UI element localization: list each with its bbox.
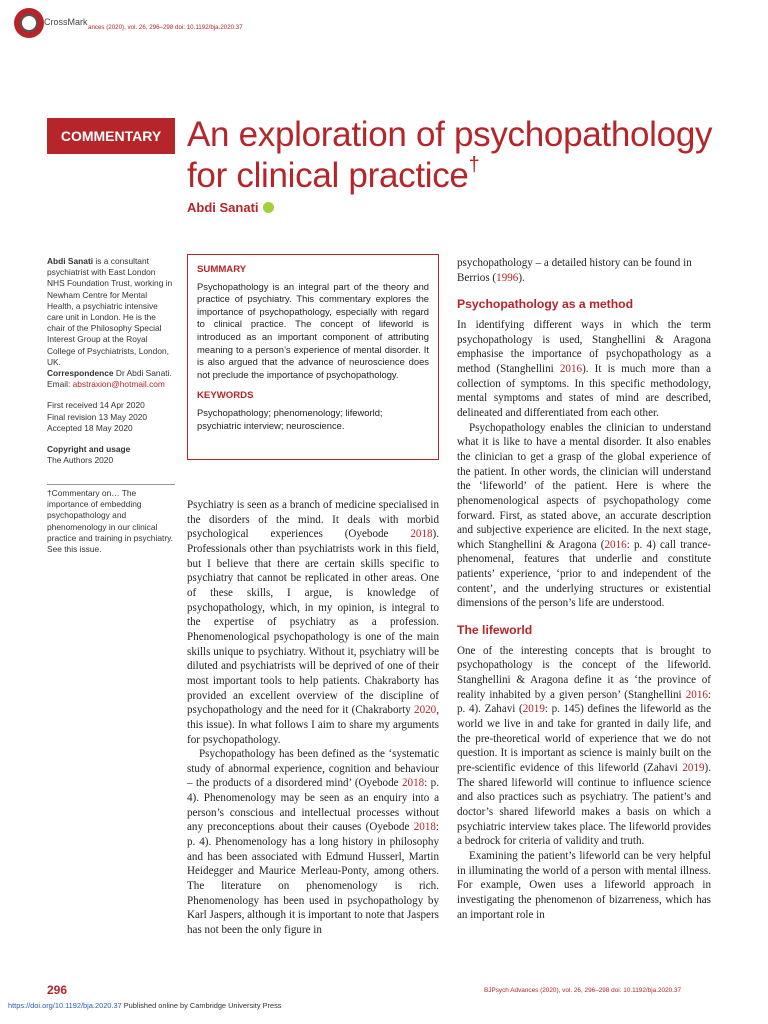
author-name[interactable]: Abdi Sanati — [187, 200, 259, 215]
author-info-column — [47, 256, 175, 466]
date-accepted: Accepted 18 May 2020 — [47, 422, 133, 433]
body-column-left — [187, 498, 439, 938]
body-column-right — [457, 256, 711, 922]
doi-link[interactable]: https://doi.org/10.1192/bja.2020.37 — [8, 1001, 122, 1010]
body-paragraph: Psychopathology enables the clinician to understand what it is like to have a mental disorder. It also enables the clinician to get a grasp of the global experience of the patient. In other words, the clinician will understand the ‘lifeworld’ of the patient. Here is where the phenomenological aspects of psychopathology come forward. First, as stated above, an accurate description and subjective experience are elicited. In the next stage, which Stanghellini & Aragona (2016: p. 4) call trance-phenomenal, features that underlie and constitute patients’ experience, ‘prior to and independent of the content’, and the underlying structures or existential dimensions of the person’s life are understood. — [457, 421, 711, 610]
running-head: ances (2020), vol. 26, 296–298 doi: 10.1192/bja.2020.37 — [88, 24, 243, 31]
body-paragraph: Psychopathology has been defined as the ‘systematic study of abnormal experience, cognition and behaviour – the products of a disordered mind’ (Oyebode 2018: p. 4). Phenomenology may be seen as an enquiry into a person’s conscious and intellectual processes without any preconceptions about their causes (Oyebode 2018: p. 4). Phenomenology has a long history in philosophy and has been associated with Edmund Husserl, Martin Heidegger and Maurice Merleau-Ponty, among others. The literature on phenomenology is rich. Phenomenology has been used in psychopathology by Karl Jaspers, although it is important to note that Jaspers has not been the only figure in — [187, 748, 439, 937]
summary-box — [187, 254, 439, 460]
article-type-badge: COMMENTARY — [47, 118, 175, 154]
citation-link[interactable]: 2019 — [522, 703, 545, 716]
email-link[interactable]: abstraxion@hotmail.com — [72, 379, 165, 390]
published-note: Published online by Cambridge University Press — [121, 1001, 282, 1010]
keywords-text: Psychopathology; phenomenology; lifeworld; psychiatric interview; neuroscience. — [197, 406, 383, 431]
summary-text: Psychopathology is an integral part of the theory and practice of psychiatry. This commentary explores the importance of psychopathology, especially with regard to clinical practice. The concept of lifeworld is introduced as an important component of attributing meaning to a person’s experience of mental disorder. It is also argued that the advance of neuroscience does not preclude the importance of psychopathology. — [197, 280, 429, 380]
body-paragraph: Psychiatry is seen as a branch of medicine specialised in the disorders of the mind. It deals with morbid psychological experiences (Oyebode 2018). Professionals other than psychiatrists work in this field, but I believe that there are certain skills specific to psychiatry that cannot be replicated in other areas. One of these skills, I argue, is knowledge of psychopathology, which, in my opinion, is integral to the expertise of psychiatry as a profession. Phenomenological psychopathology is one of the main skills unique to psychiatry. Without it, psychiatry will be diluted and psychiatrists will be deprived of one of their most important tools to help patients. Chakraborty has provided an excellent overview of the discipline of psychopathology and the need for it (Chakraborty 2020, this issue). In what follows I aim to share my arguments for psychopathology. — [187, 499, 439, 746]
citation-link[interactable]: 2016 — [559, 362, 583, 375]
citation-link[interactable]: 2020 — [414, 704, 437, 717]
citation-link[interactable]: 2018 — [410, 528, 433, 541]
footnote-divider — [47, 484, 175, 485]
date-revised: Final revision 13 May 2020 — [47, 411, 148, 422]
footer-doi-line — [8, 1001, 281, 1010]
bio-author-name: Abdi Sanati — [47, 256, 94, 266]
citation-link[interactable]: 2016 — [685, 688, 708, 701]
copyright-label: Copyright and usage — [47, 444, 131, 455]
author-bio: Abdi Sanati is a consultant psychiatrist with East London NHS Foundation Trust, working in Newham Centre for Mental Health, a psychiatric intensive care unit in London. He is the chair of the Philosophy Special Interest Group at the Royal College of Psychiatrists, London, UK. Correspondence Dr Abdi Sanati. Email: abstraxion@hotmail.com — [47, 256, 173, 390]
copyright-text: The Authors 2020 — [47, 455, 114, 466]
page-number: 296 — [47, 983, 68, 997]
section-heading-method: Psychopathology as a method — [457, 297, 634, 312]
summary-heading: SUMMARY — [197, 264, 247, 275]
author-line — [187, 200, 274, 215]
body-paragraph: In identifying different ways in which the term psychopathology is used, Stanghellini & Aragona emphasise the importance of psychopathology as a method (Stanghellini 2016). It is much more than a collection of symptoms. In this specific methodology, mental symptoms and states of mind are described, delineated and differentiated from each other. — [457, 318, 712, 419]
citation-link[interactable]: 2016 — [604, 538, 627, 551]
section-heading-lifeworld: The lifeworld — [457, 623, 533, 638]
citation-link[interactable]: 2019 — [682, 762, 705, 774]
date-received: First received 14 Apr 2020 — [47, 400, 145, 411]
title-footnote-mark[interactable]: † — [468, 154, 480, 176]
crossmark-label: CrossMark — [44, 17, 88, 27]
body-paragraph: One of the interesting concepts that is brought to psychopathology is the concept of the lifeworld. Stanghellini & Aragona define it as ‘the province of reality inhabited by a given person’ (Stanghellini 2016: p. 4). Zahavi (2019: p. 145) defines the lifeworld as the world we live in and take for granted in daily life, and the pre-theoretical world of experience that we do not question. It is important as science is mainly built on the pre-scientific evidence of this lifeworld (Zahavi 2019). The shared lifeworld will continue to influence science and also practices such as psychiatry. The patient’s and doctor’s shared lifeworld makes a basis on which a psychiatric interview takes place. The lifeworld provides a bedrock for criteria of validity and truth. — [457, 644, 711, 848]
correspondence-label: Correspondence — [47, 368, 114, 379]
citation-link[interactable]: 1996 — [496, 271, 519, 284]
title-line-1: An exploration of psychopathology — [187, 115, 713, 154]
keywords-heading: KEYWORDS — [197, 390, 254, 402]
copyright-block — [47, 444, 175, 466]
footer-running-head: BJPsych Advances (2020), vol. 26, 296–298 doi: 10.1192/bja.2020.37 — [484, 987, 682, 994]
title-line-2: for clinical practice — [187, 156, 469, 195]
crossmark-icon[interactable] — [14, 8, 44, 38]
body-paragraph: Examining the patient’s lifeworld can be very helpful in illuminating the world of a person with mental illness. For example, Owen uses a lifeworld approach in investigating the phenomenon of bizarreness, which has an important role in — [457, 849, 711, 921]
citation-link[interactable]: 2018 — [413, 821, 436, 834]
orcid-icon[interactable] — [263, 202, 274, 213]
citation-link[interactable]: 2018 — [401, 777, 425, 790]
article-dates — [47, 400, 175, 434]
title-footnote: †Commentary on… The importance of embedding psychopathology and phenomenology in our clinical practice and training in psychiatry. See this issue. — [47, 488, 173, 555]
body-paragraph: psychopathology – a detailed history can be found in Berrios (1996). — [457, 257, 692, 284]
article-title — [187, 114, 747, 196]
